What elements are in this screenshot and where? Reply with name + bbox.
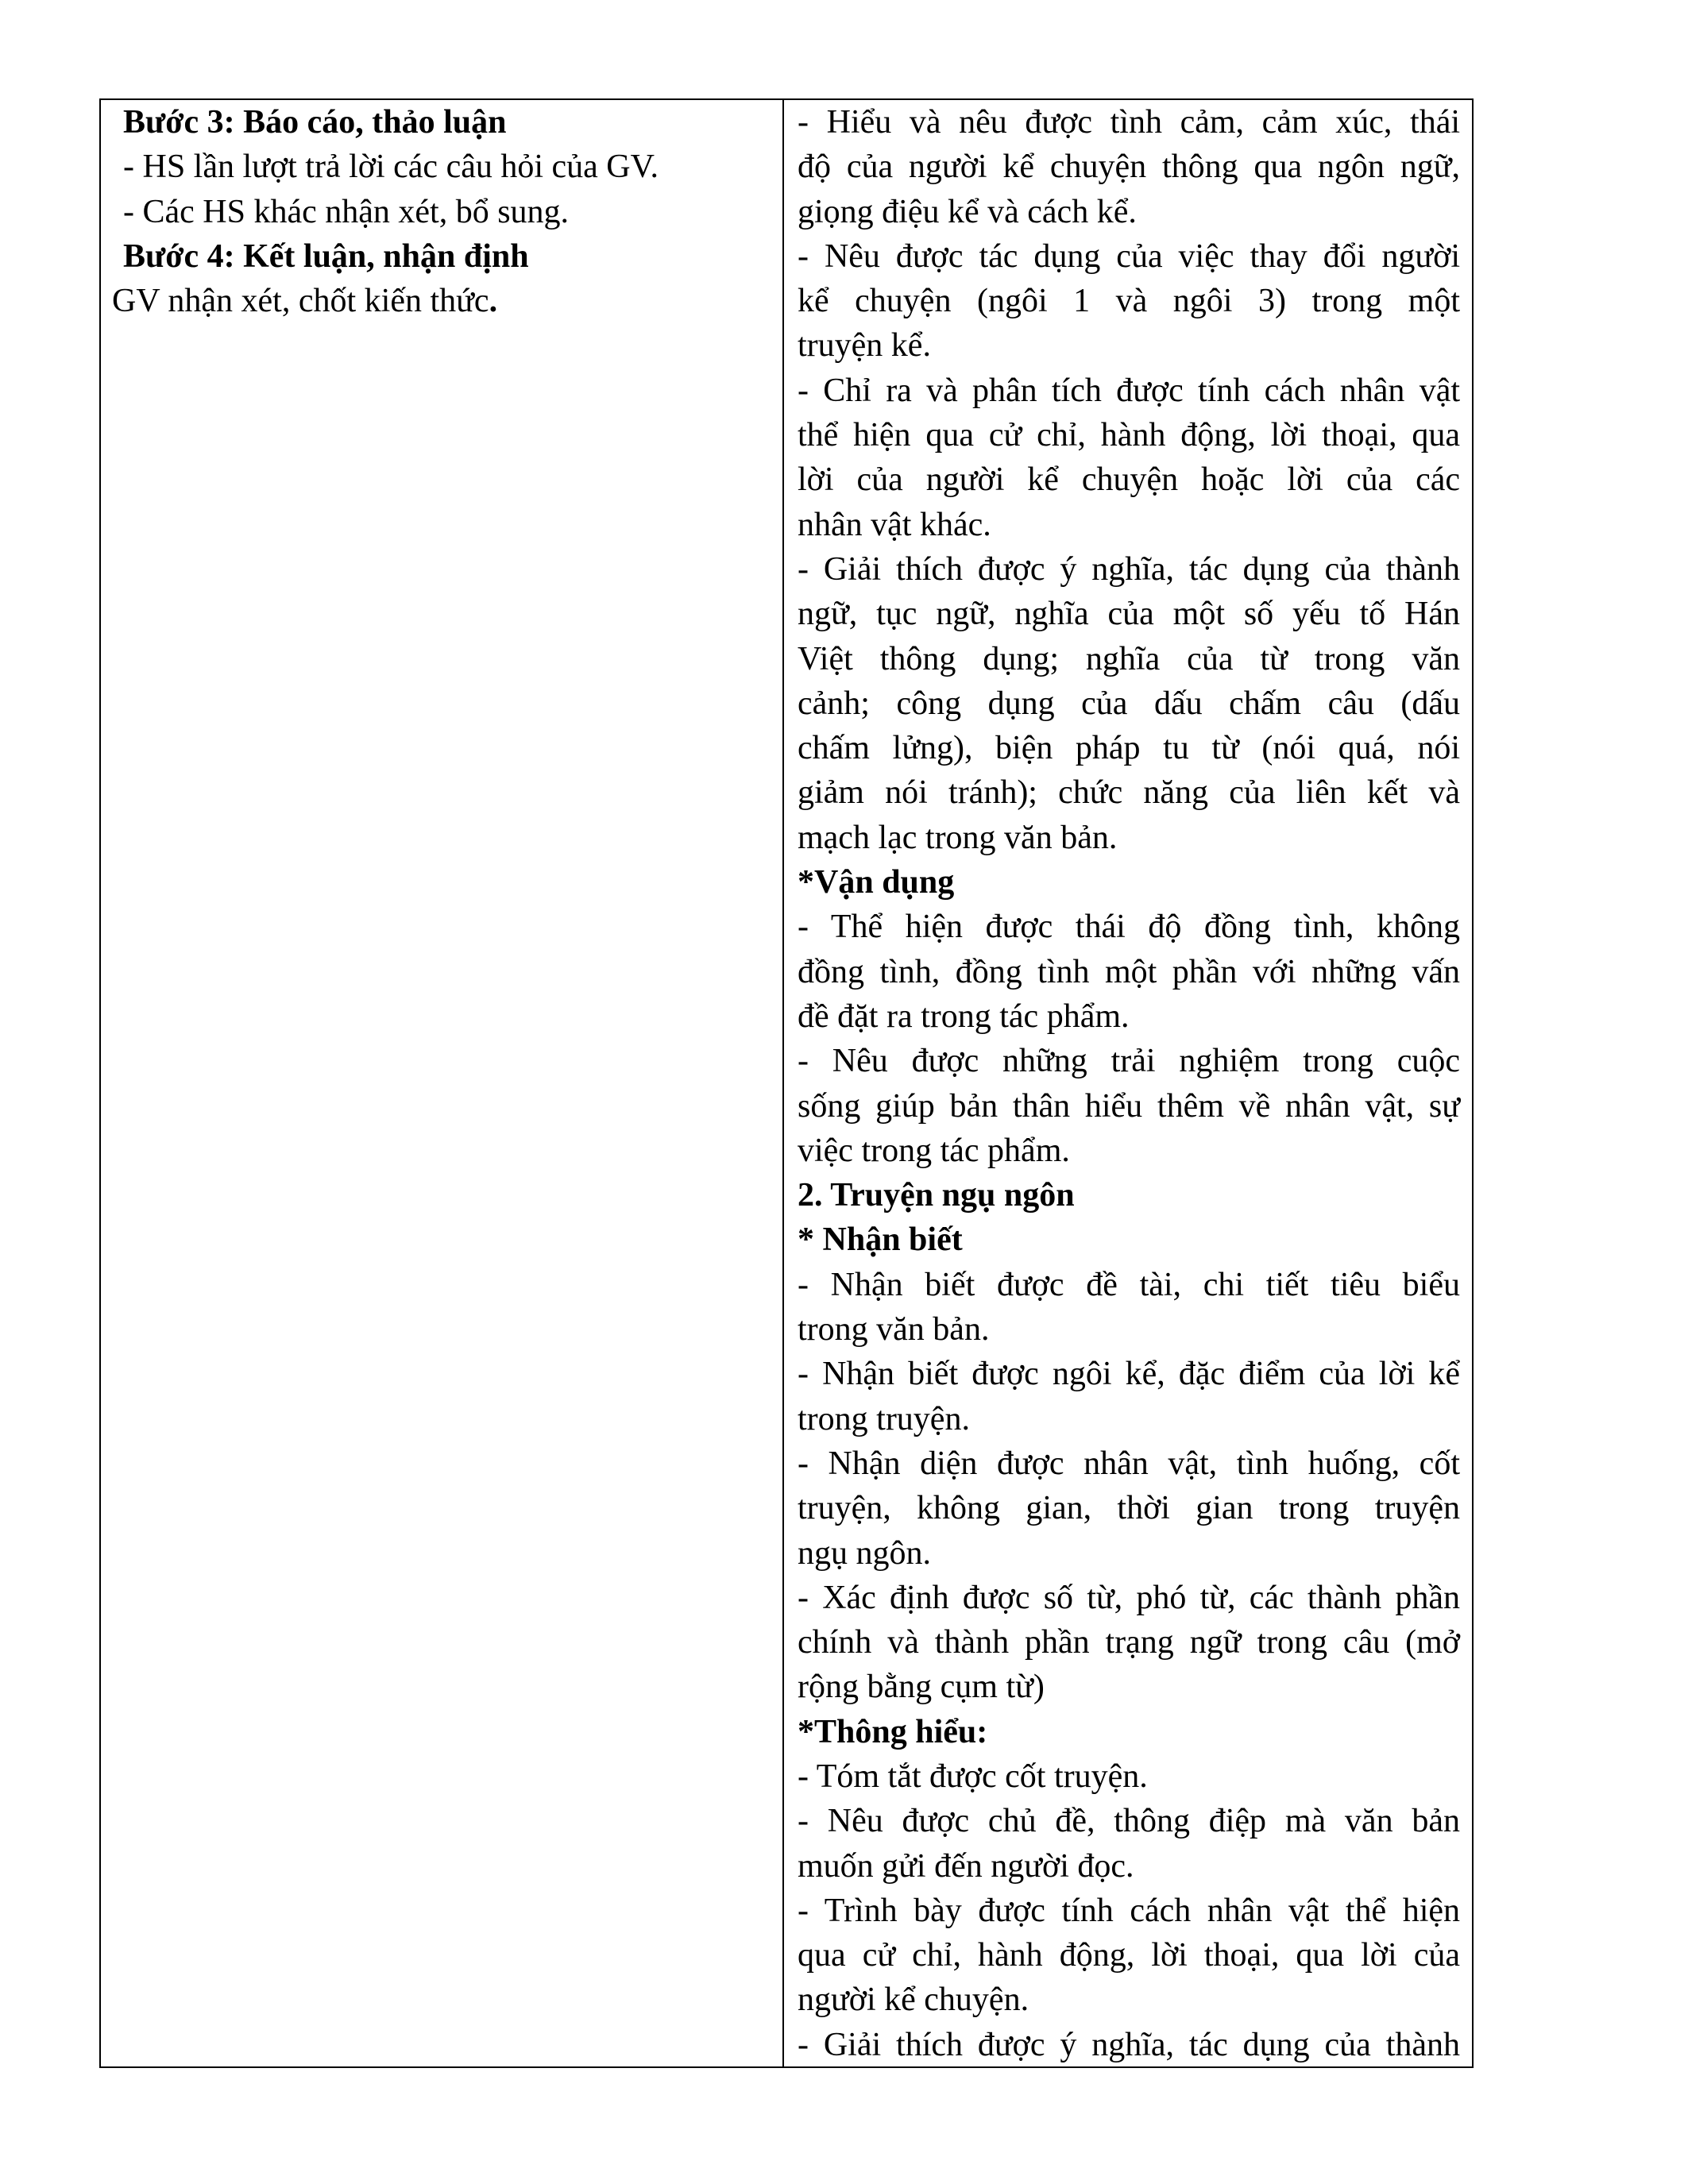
text-line: - Chỉ ra và phân tích được tính cách nhân vật	[798, 372, 1460, 409]
text-line: - Hiểu và nêu được tình cảm, cảm xúc, thái	[798, 104, 1460, 141]
text-line: nhân vật khác.	[798, 506, 991, 543]
text-line: rộng bằng cụm từ)	[798, 1669, 1045, 1706]
left-column	[112, 100, 771, 323]
text-line: - Giải thích được ý nghĩa, tác dụng của thành	[798, 2026, 1460, 2063]
text-line: - Giải thích được ý nghĩa, tác dụng của thành	[798, 550, 1460, 588]
text-line: thể hiện qua cử chỉ, hành động, lời thoại, qua	[798, 417, 1460, 454]
text-line: trong truyện.	[798, 1400, 970, 1437]
step3-title: Bước 3: Báo cáo, thảo luận	[123, 104, 507, 141]
text-line: đồng tình, đồng tình một phần với những vấn	[798, 953, 1460, 990]
text-line: - Nhận biết được đề tài, chi tiết tiêu biểu	[798, 1266, 1460, 1303]
section-heading: * Nhận biết	[798, 1221, 963, 1259]
section-heading: *Thông hiểu:	[798, 1713, 988, 1750]
text-line: cảnh; công dụng của dấu chấm câu (dấu	[798, 685, 1460, 722]
content-table	[99, 98, 1474, 2068]
text-line: qua cử chỉ, hành động, lời thoại, qua lời của	[798, 1937, 1460, 1974]
text-line: giảm nói tránh); chức năng của liên kết và	[798, 774, 1460, 812]
text-line: truyện, không gian, thời gian trong truyện	[798, 1490, 1460, 1527]
step3-item-2: - Các HS khác nhận xét, bổ sung.	[123, 193, 570, 230]
text-line: trong văn bản.	[798, 1311, 990, 1349]
text-line: giọng điệu kể và cách kể.	[798, 193, 1137, 230]
text-line: kể chuyện (ngôi 1 và ngôi 3) trong một	[798, 283, 1460, 320]
text-line: ngụ ngôn.	[798, 1534, 931, 1572]
step3-item-1: - HS lần lượt trả lời các câu hỏi của GV.	[123, 149, 659, 186]
text-line: mạch lạc trong văn bản.	[798, 819, 1118, 856]
text-line: - Nêu được tác dụng của việc thay đổi người	[798, 237, 1460, 275]
text-line: - Nêu được chủ đề, thông điệp mà văn bản	[798, 1803, 1460, 1840]
text-line: - Tóm tắt được cốt truyện.	[798, 1758, 1148, 1795]
section-heading: 2. Truyện ngụ ngôn	[798, 1177, 1075, 1214]
text-line: người kể chuyện.	[798, 1981, 1029, 2019]
step4-text-line	[112, 279, 771, 323]
text-line: - Nêu được những trải nghiệm trong cuộc	[798, 1043, 1460, 1080]
text-line: - Xác định được số từ, phó từ, các thành phần	[798, 1579, 1460, 1616]
text-line: đề đặt ra trong tác phẩm.	[798, 997, 1130, 1035]
text-line: - Trình bày được tính cách nhân vật thể hiện	[798, 1892, 1460, 1929]
text-line: Việt thông dụng; nghĩa của từ trong văn	[798, 640, 1460, 677]
text-line: lời của người kể chuyện hoặc lời của các	[798, 461, 1460, 499]
text-line: truyện kể.	[798, 327, 931, 365]
step4-end-mark: .	[489, 283, 498, 320]
step4-title: Bước 4: Kết luận, nhận định	[123, 237, 529, 275]
column-divider	[782, 100, 784, 2066]
text-line: chính và thành phần trạng ngữ trong câu (mở	[798, 1624, 1460, 1661]
text-line: chấm lửng), biện pháp tu từ (nói quá, nói	[798, 730, 1460, 767]
text-line: - Nhận diện được nhân vật, tình huống, cốt	[798, 1445, 1460, 1482]
right-column	[798, 100, 1460, 2067]
text-line: - Nhận biết được ngôi kể, đặc điểm của lời kể	[798, 1356, 1460, 1393]
text-line: độ của người kể chuyện thông qua ngôn ngữ,	[798, 149, 1460, 186]
text-line: muốn gửi đến người đọc.	[798, 1847, 1134, 1885]
step4-text: GV nhận xét, chốt kiến thức	[112, 283, 489, 320]
text-line: ngữ, tục ngữ, nghĩa của một số yếu tố Hán	[798, 596, 1460, 633]
text-line: sống giúp bản thân hiểu thêm về nhân vật, sự	[798, 1087, 1460, 1125]
text-line: - Thể hiện được thái độ đồng tình, không	[798, 909, 1460, 946]
section-heading: *Vận dụng	[798, 864, 955, 901]
text-line: việc trong tác phẩm.	[798, 1132, 1070, 1169]
